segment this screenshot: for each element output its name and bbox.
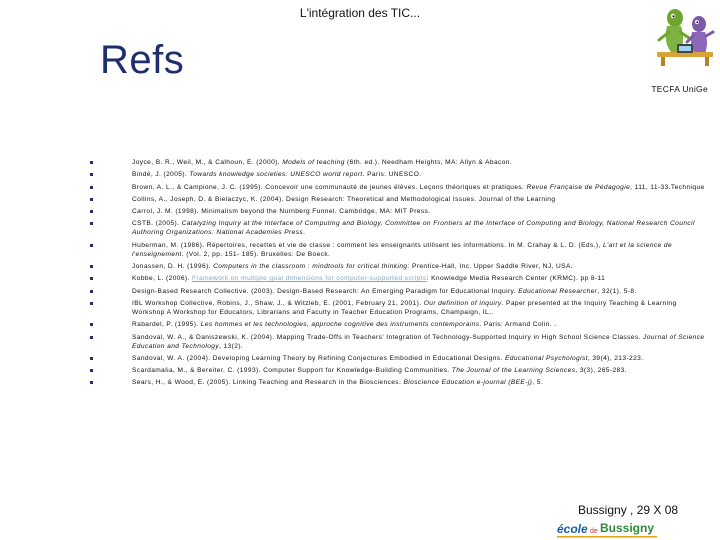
header-title: L'intégration des TIC...: [299, 6, 421, 20]
reference-text: : Knowledge Media Research Center (KRMC). pp 8-11: [426, 275, 606, 283]
reference-item: [90, 299, 705, 317]
reference-text: (6th. ed.). Needham Heights, MA: Allyn & Abacon.: [344, 159, 513, 166]
reference-item: [90, 287, 705, 296]
slide-title: Refs: [100, 38, 185, 82]
reference-text: IBL Workshop Collective, Robins, J., Shaw, J., & Witzleb, E. (2001, February 21, 2001).: [132, 299, 424, 307]
reference-text: Design-Based Research Collective. (2003). Design-Based Research: An Emerging Paradigm for Educational Inquiry.: [132, 287, 519, 295]
reference-text: Huberman, M. (1986). Répertoires, recettes et vie de classe : comment les enseignants utilisent les informations. In M. Crahay & L. D. (Eds.),: [132, 241, 603, 249]
footer-date: Bussigny , 29 X 08: [578, 503, 679, 517]
reference-item: [90, 170, 705, 179]
reference-title: Revue Française de Pédagogie: [526, 183, 631, 191]
reference-text: .: [303, 229, 306, 237]
reference-title: L'art et la science de l'enseignement: [132, 241, 673, 258]
reference-text: , 3(3), 265-283.: [575, 367, 627, 375]
reference-item: [90, 195, 705, 204]
reference-text: Sears, H., & Wood, E. (2005). Linking Teaching and Research in the Biosciences.: [132, 379, 404, 387]
reference-text: Sandoval, W. A., & Daniszewski, K. (2004). Mapping Trade-Offs in Teachers' Integration of Technology-Supported Inquiry in High School Science Classes.: [132, 333, 644, 341]
references-list: [90, 158, 705, 391]
reference-item: [90, 366, 705, 375]
reference-text: , 5.: [532, 379, 544, 387]
reference-item: [90, 183, 705, 192]
reference-text: Brown, A. L., & Campione, J. C. (1995). Concevoir une communauté de jeunes élèves. Leçons théoriques et pratiques.: [132, 183, 527, 191]
reference-item: [90, 354, 705, 363]
reference-text: , 111, 11-33.Technique: [630, 183, 705, 191]
reference-item: [90, 207, 705, 216]
organization-label: TECFA UniGe: [651, 84, 708, 94]
cartoon-figure-icon: [651, 2, 717, 68]
reference-text: Sandoval, W. A. (2004). Developing Learning Theory by Refining Conjectures Embodied in Educational Designs.: [132, 354, 505, 362]
logo-text-de: de: [590, 528, 598, 535]
reference-text: , 39(4), 213-223.: [587, 354, 644, 362]
reference-text: . Paris: UNESCO.: [362, 171, 422, 179]
reference-text: . (Vol. 2, pp. 151- 185). Bruxelles: De Boeck.: [181, 250, 331, 258]
reference-text: Scardamalia, M., & Bereiter, C. (1993). Computer Support for Knowledge-Building Communities.: [132, 367, 452, 375]
reference-title: Educational Psychologist: [504, 354, 588, 362]
reference-title: Educational Researcher: [518, 287, 598, 295]
reference-title: The Journal of the Learning Sciences: [451, 367, 576, 375]
reference-text: Bindé, J. (2005).: [132, 171, 190, 179]
reference-title: Catalyzing Inquiry at the Interface of Computing and Biology, Committee on Frontiers at the Interface of Computing and Biology, National Research Council Authoring Organizations: National Academies Press: [132, 220, 695, 237]
reference-title: Bioscience Education e-journal (BEE-j): [403, 379, 533, 387]
reference-title: Les hommes et les technologies, approche cognitive des instruments contemporains: [200, 321, 480, 329]
reference-link[interactable]: Framework on multiple goal dimensions for computer-supported scripts: [192, 275, 427, 283]
logo-text-bussigny: Bussigny: [600, 521, 655, 535]
reference-text: Carrol, J. M. (1998). Minimalism beyond the Nurnberg Funnel. Cambridge, MA: MIT Press.: [132, 208, 431, 216]
reference-text: CSTB. (2005).: [132, 220, 182, 228]
reference-text: : Prentice-Hall, Inc. Upper Saddle River, NJ, USA.: [407, 263, 573, 271]
logo-text-ecole: école: [557, 522, 588, 536]
reference-item: [90, 241, 705, 259]
reference-item: [90, 158, 705, 167]
reference-item: [90, 378, 705, 387]
reference-item: [90, 262, 705, 271]
reference-title: Models of teaching: [282, 159, 345, 166]
reference-text: . Paris: Armand Colin. .: [479, 321, 557, 329]
reference-text: . Paper presented at the Inquiry Teaching & Learning Workshop A Workshop for Educators, Librarians and Faculty in Teacher Education Programs, Champaign, IL,.: [132, 299, 677, 316]
reference-title: Towards knowledge societies: UNESCO world report: [189, 171, 363, 179]
reference-item: [90, 333, 705, 351]
reference-item: [90, 219, 705, 237]
reference-text: Rabardel, P. (1995).: [132, 321, 201, 329]
reference-item: [90, 274, 705, 283]
reference-text: , 32(1), 5-8.: [597, 287, 637, 295]
reference-title: Computers in the classroom : mindtools for critical thinking: [213, 263, 408, 271]
reference-text: , 13(2).: [219, 342, 244, 350]
reference-text: Jonassen, D. H. (1996).: [132, 263, 214, 271]
reference-item: [90, 320, 705, 329]
reference-text: Joyce, B. R., Weil, M., & Calhoun, E. (2000).: [132, 159, 283, 166]
reference-title: Journal of Science Education and Technology: [132, 333, 705, 350]
ecole-de-bussigny-logo: [555, 518, 659, 540]
reference-text: Kobbe, L. (2006).: [132, 275, 192, 283]
reference-title: Our definition of inquiry: [423, 299, 502, 307]
reference-text: Collins, A., Joseph, D. & Bielaczyc, K. (2004). Design Research: Theoretical and Methodological Issues. Journal of the Learning: [132, 195, 556, 203]
